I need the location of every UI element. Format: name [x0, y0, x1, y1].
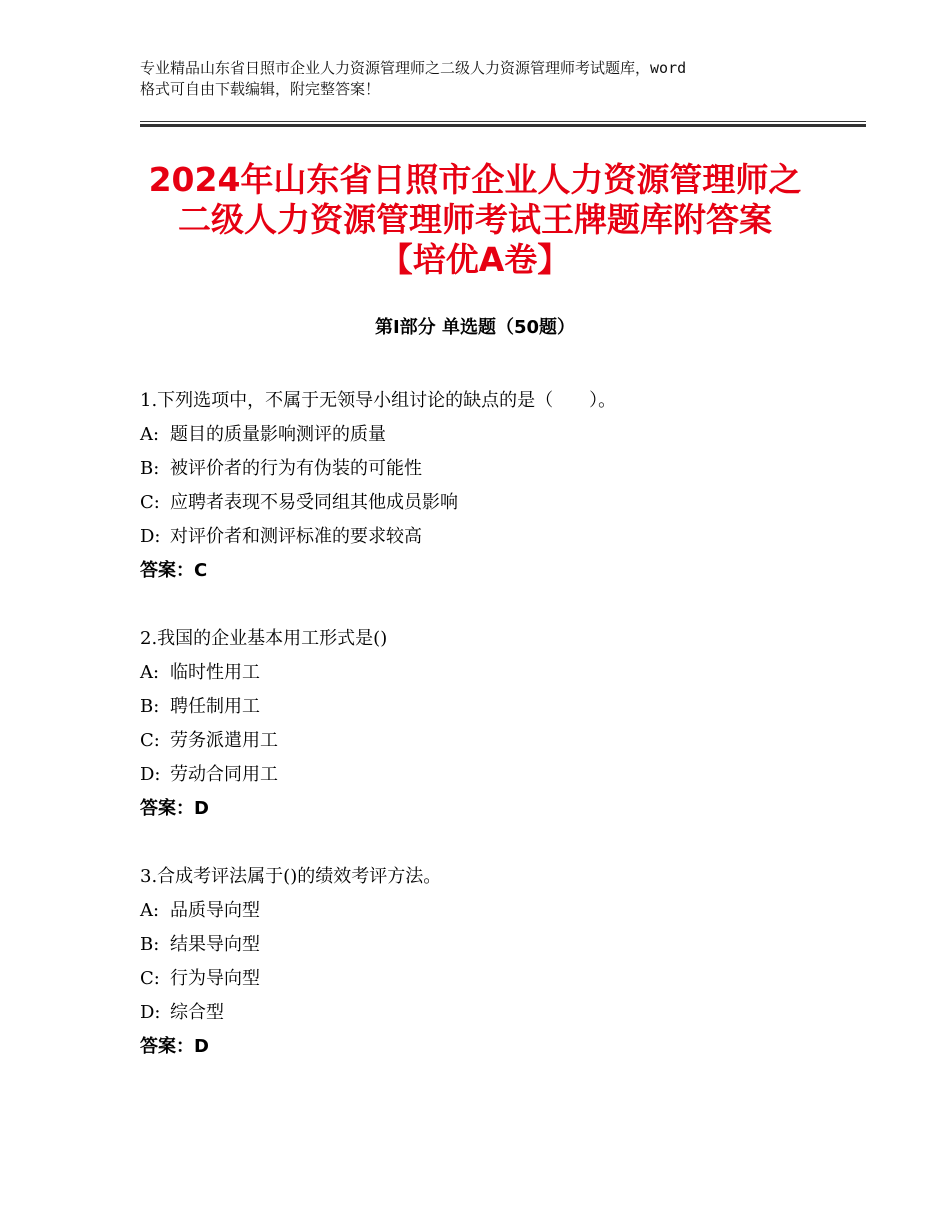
header-rule-thin: [140, 121, 866, 122]
question-3: [140, 860, 830, 1064]
option-text: 行为导向型: [170, 968, 260, 989]
answer-line: 答案：D: [140, 1036, 209, 1057]
document-title: [80, 160, 870, 280]
title-line-2: 二级人力资源管理师考试王牌题库附答案: [178, 200, 772, 239]
option-text: 聘任制用工: [170, 696, 260, 717]
option-letter: B:: [140, 934, 160, 955]
title-line-3: 【培优A卷】: [379, 240, 571, 279]
option-b: [140, 928, 830, 962]
option-letter: A:: [140, 662, 160, 683]
option-d: [140, 520, 830, 554]
option-c: [140, 486, 830, 520]
header-note-line-2: 格式可自由下载编辑，附完整答案！: [140, 80, 381, 98]
option-letter: D:: [140, 1002, 161, 1023]
option-text: 劳动合同用工: [170, 764, 278, 785]
answer-line: 答案：C: [140, 560, 208, 581]
option-text: 综合型: [170, 1002, 224, 1023]
option-d: [140, 996, 830, 1030]
question-2: [140, 622, 830, 826]
section-heading: 第Ⅰ部分 单选题（50题）: [374, 317, 575, 338]
question-list: [140, 384, 830, 1098]
option-letter: C:: [140, 730, 160, 751]
answer-line: 答案：D: [140, 798, 209, 819]
option-letter: D:: [140, 526, 161, 547]
option-letter: B:: [140, 458, 160, 479]
option-text: 对评价者和测评标准的要求较高: [170, 526, 422, 547]
option-text: 被评价者的行为有伪装的可能性: [170, 458, 422, 479]
header-note-line-1: 专业精品山东省日照市企业人力资源管理师之二级人力资源管理师考试题库，word: [140, 59, 687, 77]
option-letter: A:: [140, 900, 160, 921]
option-a: [140, 894, 830, 928]
option-a: [140, 418, 830, 452]
option-c: [140, 962, 830, 996]
option-text: 应聘者表现不易受同组其他成员影响: [170, 492, 458, 513]
option-a: [140, 656, 830, 690]
option-letter: D:: [140, 764, 161, 785]
option-text: 题目的质量影响测评的质量: [170, 424, 386, 445]
title-line-1: 2024年山东省日照市企业人力资源管理师之: [148, 160, 802, 199]
option-c: [140, 724, 830, 758]
option-d: [140, 758, 830, 792]
header-rule-thick: [140, 124, 866, 127]
option-text: 品质导向型: [170, 900, 260, 921]
option-b: [140, 690, 830, 724]
option-b: [140, 452, 830, 486]
option-text: 临时性用工: [170, 662, 260, 683]
option-text: 结果导向型: [170, 934, 260, 955]
header-note: [140, 58, 830, 100]
question-1: [140, 384, 830, 588]
question-stem: 2.我国的企业基本用工形式是(): [140, 628, 388, 649]
option-text: 劳务派遣用工: [170, 730, 278, 751]
option-letter: A:: [140, 424, 160, 445]
question-stem: 3.合成考评法属于()的绩效考评方法。: [140, 866, 442, 887]
question-stem: 1.下列选项中，不属于无领导小组讨论的缺点的是（ ）。: [140, 390, 617, 411]
option-letter: C:: [140, 492, 160, 513]
option-letter: B:: [140, 696, 160, 717]
option-letter: C:: [140, 968, 160, 989]
